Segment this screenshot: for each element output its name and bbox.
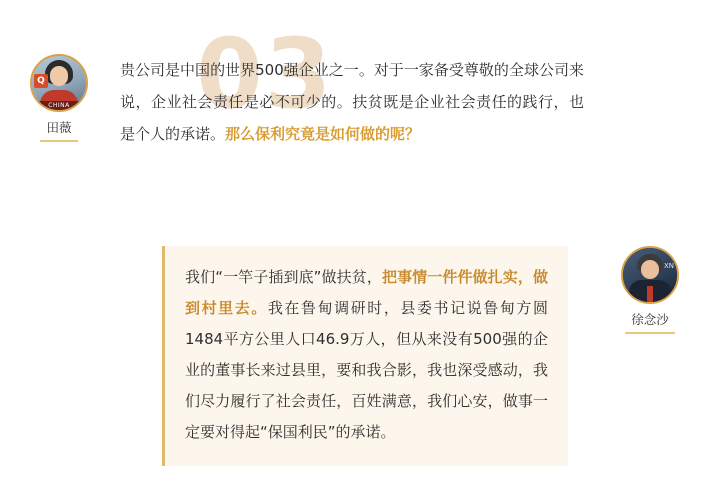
answer-text [162, 246, 568, 466]
section-number-watermark: 03 [196, 18, 334, 130]
answer-text-part2: 我在鲁甸调研时，县委书记说鲁甸方圆1484平方公里人口46.9万人，但从来没有500强的企业的董事长来过县里，要和我合影，我也深受感动，我们尽力履行了社会责任，百姓满意，我们心安，做事一定要对得起“保国利民”的承诺。 [185, 299, 548, 441]
channel-badge-icon: Q [34, 74, 48, 88]
question-text [120, 54, 584, 150]
answer-text-part1: 我们“一竿子插到底”做扶贫， [185, 268, 382, 286]
avatar-face [641, 260, 659, 279]
avatar-tie [647, 286, 653, 302]
respondent-answer-block [162, 246, 682, 466]
interviewer-identity [24, 54, 94, 142]
answer-text-highlight: 把事情一件件做扎实，做到村里去。 [185, 268, 548, 317]
question-text-plain: 贵公司是中国的世界500强企业之一。对于一家备受尊敬的全球公司来说，企业社会责任是必不可少的。扶贫既是企业社会责任的践行，也是个人的承诺。 [120, 61, 584, 143]
respondent-identity [614, 246, 686, 334]
respondent-name: 徐念沙 [625, 310, 675, 334]
interviewer-avatar [30, 54, 88, 112]
avatar-face [50, 66, 68, 86]
interviewer-name: 田薇 [40, 118, 77, 142]
avatar-caption-strip: CHINA [32, 101, 86, 110]
respondent-avatar [621, 246, 679, 304]
interviewer-question-block [24, 54, 584, 150]
avatar-watermark-text: XN [663, 262, 674, 270]
question-text-highlight: 那么保利究竟是如何做的呢？ [225, 125, 421, 143]
